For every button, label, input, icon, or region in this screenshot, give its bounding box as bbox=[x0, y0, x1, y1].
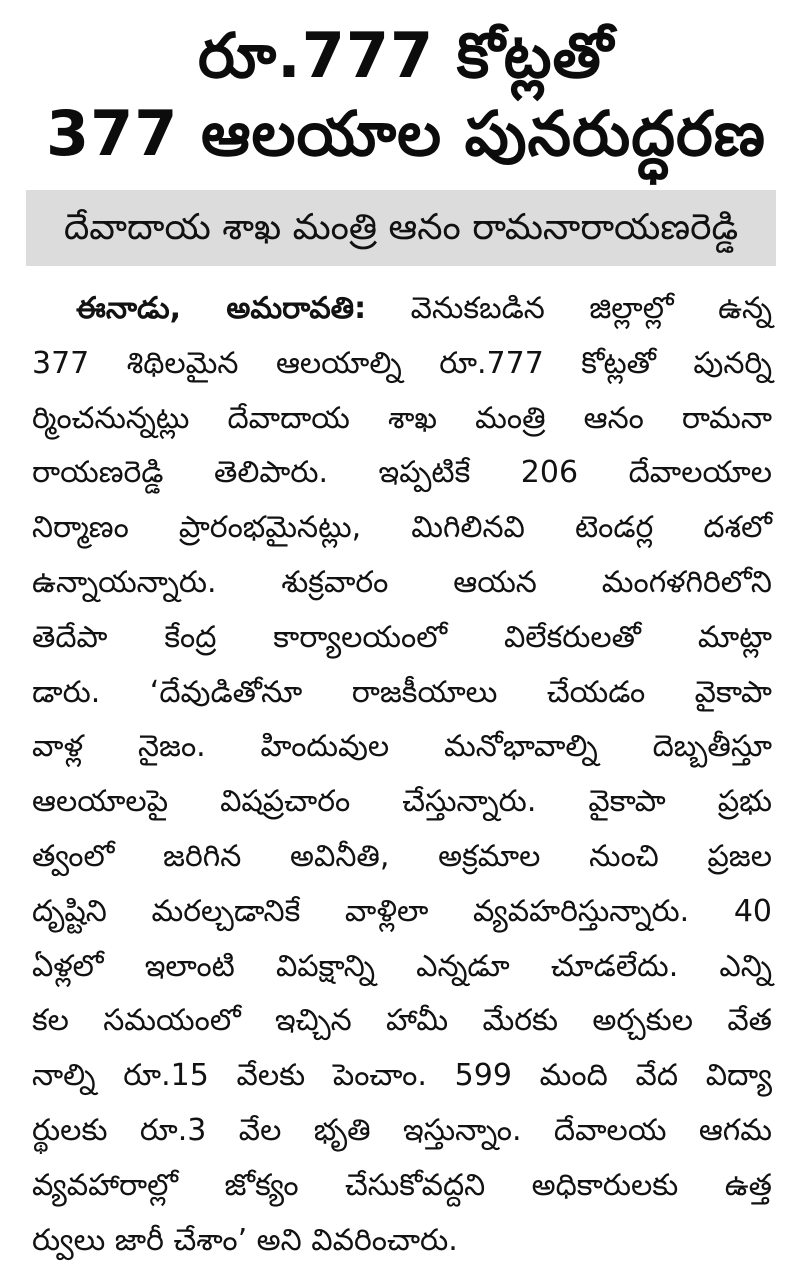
article-line-11: త్వంలో జరిగిన అవినీతి, అక్రమాల నుంచి ప్రజల bbox=[32, 838, 772, 874]
headline-line-2: 377 ఆలయాల పునరుద్ధరణ bbox=[46, 97, 766, 170]
article-line-12: దృష్టిని మరల్చడానికే వాళ్లిలా వ్యవహరిస్తున్నారు. 40 bbox=[32, 893, 772, 929]
clipped-next-line bbox=[32, 1186, 772, 1200]
article-line-7: తెదేపా కేంద్ర కార్యాలయంలో విలేకరులతో మాట్లా bbox=[32, 619, 772, 655]
article-line-17: వ్యవహారాల్లో జోక్యం చేసుకోవద్దని అధికారులకు ఉత్త bbox=[32, 1167, 772, 1203]
subheadline: దేవాదాయ శాఖ మంత్రి ఆనం రామనారాయణరెడ్డి bbox=[63, 207, 739, 248]
article-line-4: రాయణరెడ్డి తెలిపారు. ఇప్పటికే 206 దేవాలయాల bbox=[32, 455, 772, 491]
article-line-13: ఏళ్లలో ఇలాంటి విపక్షాన్ని ఎన్నడూ చూడలేదు. ఎన్ని bbox=[32, 948, 772, 984]
subheadline-box bbox=[26, 190, 776, 266]
article-body bbox=[32, 282, 772, 1268]
article-line-18: ర్వులు జారీ చేశాం’ అని వివరించారు. bbox=[32, 1222, 458, 1258]
article-line-6: ఉన్నాయన్నారు. శుక్రవారం ఆయన మంగళగిరిలోని bbox=[32, 564, 772, 600]
article-line-5: నిర్మాణం ప్రారంభమైనట్లు, మిగిలినవి టెండర్ల దశలో bbox=[32, 510, 772, 546]
article-line-9: వాళ్ల నైజం. హిందువుల మనోభావాల్ని దెబ్బతీస్తూ bbox=[32, 729, 772, 765]
article-line-16: ర్థులకు రూ.3 వేల భృతి ఇస్తున్నాం. దేవాలయ ఆగమ bbox=[32, 1112, 772, 1148]
dateline: ఈనాడు, అమరావతి: bbox=[76, 291, 367, 326]
article-line-10: ఆలయాలపై విషప్రచారం చేస్తున్నారు. వైకాపా ప్రభు bbox=[32, 784, 772, 820]
headline-line-1: రూ.777 కోట్లతో bbox=[197, 19, 615, 92]
article-line-8: డారు. ‘దేవుడితోనూ రాజకీయాలు చేయడం వైకాపా bbox=[32, 674, 772, 710]
article-line-2: 377 శిథిలమైన ఆలయాల్ని రూ.777 కోట్లతో పునర్ని bbox=[32, 345, 772, 381]
article-line-14: కల సమయంలో ఇచ్చిన హామీ మేరకు అర్చకుల వేత bbox=[32, 1003, 772, 1039]
article-line-15: నాల్ని రూ.15 వేలకు పెంచాం. 599 మంది వేద విద్యా bbox=[32, 1058, 772, 1094]
article-line-1-text: వెనుకబడిన జిల్లాల్లో ఉన్న bbox=[410, 291, 772, 326]
article-line-1 bbox=[32, 282, 772, 337]
article-line-3: ర్మించనున్నట్లు దేవాదాయ శాఖ మంత్రి ఆనం రామనా bbox=[32, 400, 772, 436]
